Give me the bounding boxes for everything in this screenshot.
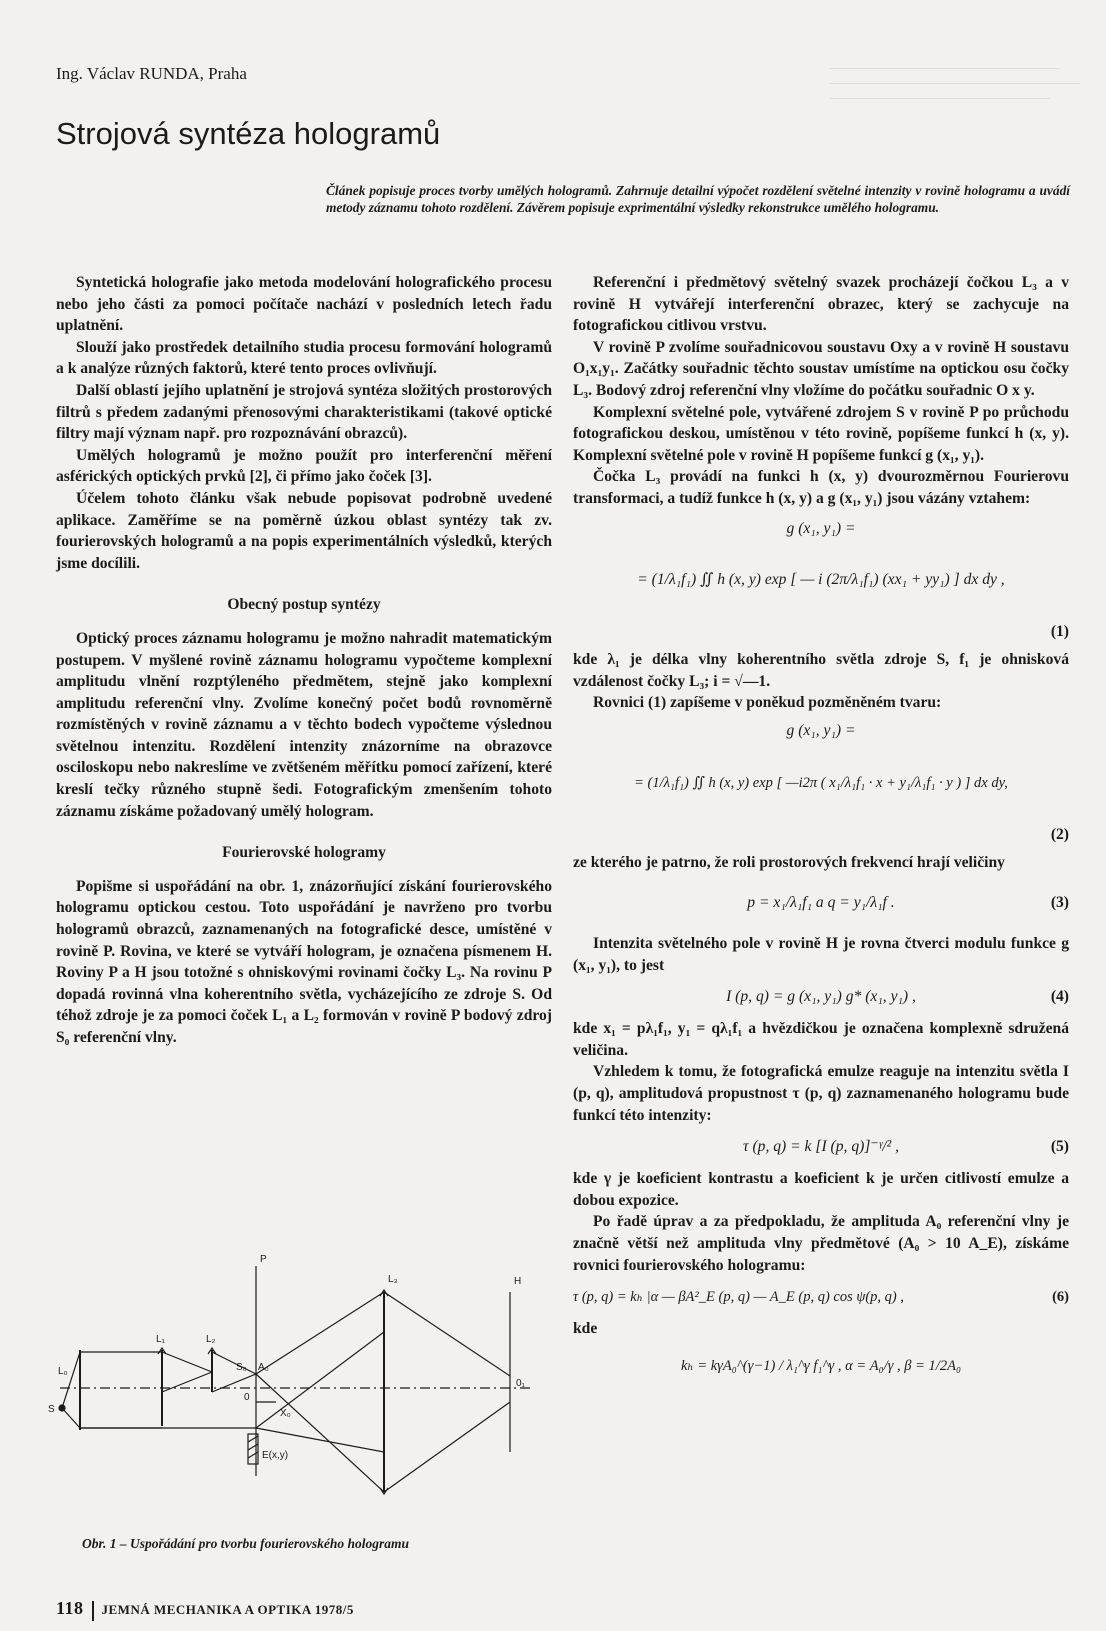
beam-ray bbox=[212, 1352, 256, 1374]
paragraph: kde λ₁ je délka vlny koherentního světla zdroje S, f₁ je ohnisková vzdálenost čočky L₃; i = √—1. bbox=[573, 651, 1069, 690]
equation-4 bbox=[573, 982, 1069, 1012]
section-heading: Fourierovské hologramy bbox=[222, 844, 386, 862]
journal-name: JEMNÁ MECHANIKA A OPTIKA 1978/5 bbox=[101, 1602, 354, 1617]
beam-ray bbox=[256, 1428, 384, 1452]
equation-5 bbox=[573, 1132, 1069, 1162]
paragraph: ze kterého je patrno, že roli prostorových frekvencí hrají veličiny bbox=[573, 853, 1005, 871]
paragraph: Čočka L₃ provádí na funkci h (x, y) dvourozměrnou Fourierovu transformaci, a tudíž funkce h (x, y) a g (x₁, y₁) jsou vázány vztahem: bbox=[573, 468, 1069, 507]
equation-number-6: (6) bbox=[1052, 1289, 1069, 1306]
paragraph: V rovině P zvolíme souřadnicovou soustavu Oxy a v rovině H soustavu O₁x₁y₁. Začátky souřadnic těchto soustav umístíme na optickou osu čočky L₃. Bodový zdroj referenční vlny vložíme do počátku souřadnic O x y. bbox=[573, 338, 1069, 399]
label-p: P bbox=[260, 1254, 267, 1265]
beam-ray bbox=[384, 1402, 510, 1492]
beam-ray bbox=[256, 1332, 384, 1428]
optical-setup-diagram bbox=[40, 1252, 560, 1518]
label-a0: A₀ bbox=[258, 1362, 269, 1373]
beam-ray bbox=[256, 1292, 384, 1374]
equation-number-1: (1) bbox=[1050, 623, 1069, 641]
equation-1-lhs bbox=[573, 518, 1069, 540]
equation-7 bbox=[573, 1346, 1069, 1386]
equation-2 bbox=[573, 748, 1069, 818]
paragraph: Syntetická holografie jako metoda modelování holografického procesu nebo jeho části za pomoci počítače nachází v posledních letech řadu uplatnění. bbox=[56, 274, 552, 335]
author: Ing. Václav RUNDA, Praha bbox=[56, 64, 247, 83]
equation-number bbox=[573, 621, 1069, 643]
article-title: Strojová syntéza hologramů bbox=[56, 116, 441, 151]
paragraph: Popišme si uspořádání na obr. 1, znázorňující získání fourierovského hologramu optickou cestou. Toto uspořádání je navrženo pro tvorbu hologramů obrazců, zaznamenaných na fotografické desce, umístěné v rovině P. Rovina, ve které se vytváří hologram, je označena písmenem H. Roviny P a H jsou totožné s ohniskovými rovinami čočky L₃. Na rovinu P dopadá rovinná vlna koherentního světla, vycházejícího ze zdroje S. Od téhož zdroje je za pomoci čoček L₁ a L₂ formován v rovině P bodový zdroj S₀ referenční vlny. bbox=[56, 877, 552, 1046]
equation-text: τ (p, q) = k [I (p, q)]⁻ᵞ/² , bbox=[742, 1138, 900, 1156]
label-x0: X₀ bbox=[280, 1408, 291, 1419]
paragraph: Rovnici (1) zapíšeme v poněkud pozměněném tvaru: bbox=[593, 694, 942, 712]
beam-ray bbox=[212, 1374, 256, 1392]
equation-text: kₕ = kγA₀^(γ−1) / λ₁^γ f₁^γ , α = A₀/γ , β = 1/2A₀ bbox=[681, 1357, 961, 1374]
section-heading: Obecný postup syntézy bbox=[227, 596, 381, 614]
beam-ray bbox=[162, 1352, 212, 1372]
page-footer bbox=[56, 1598, 354, 1621]
equation-text: g (x₁, y₁) = bbox=[786, 721, 856, 739]
paragraph: kde bbox=[573, 1320, 598, 1338]
equation-6 bbox=[573, 1282, 1069, 1312]
label-h: H bbox=[514, 1276, 522, 1287]
equation-text: τ (p, q) = kₕ |α — βA²_E (p, q) — A_E (p, q) cos ψ(p, q) , bbox=[573, 1289, 905, 1306]
paragraph: Optický proces záznamu hologramu je možno nahradit matematickým postupem. V myšlené rovině záznamu hologramu vypočteme komplexní amplitudu vlnění rozptýleného předmětem, stejně jako komplexní amplitudu referenční vlny. Zvolíme konečný počet bodů rovnoměrně rozmístěných v rovině záznamu a v těchto bodech vypočteme výslednou světelnou intenzitu. Rozdělení intenzity znázorníme na obrazovce osciloskopu nebo nakreslíme ve zvětšeném měřítku pomocí zařízení, které kreslí tečky různého stupně šedi. Fotografickým zmenšením tohoto záznamu získáme požadovaný umělý hologram. bbox=[56, 629, 552, 820]
equation-text: p = x₁/λ₁f₁ a q = y₁/λ₁f . bbox=[747, 894, 895, 912]
equation-number-5: (5) bbox=[1050, 1138, 1069, 1156]
footer-divider bbox=[92, 1601, 94, 1621]
beam-ray bbox=[62, 1352, 80, 1408]
equation-number-2: (2) bbox=[1050, 825, 1069, 843]
equation-1 bbox=[573, 545, 1069, 615]
label-o1: 0₁ bbox=[516, 1378, 525, 1389]
label-e: E(x,y) bbox=[262, 1450, 289, 1461]
page-number: 118 bbox=[56, 1598, 84, 1618]
label-s0: S₀ bbox=[236, 1362, 247, 1373]
show-through-numeral bbox=[540, 90, 563, 193]
left-column bbox=[56, 272, 552, 1049]
label-origin: 0 bbox=[244, 1392, 250, 1403]
paragraph: kde x₁ = pλ₁f₁, y₁ = qλ₁f₁ a hvězdičkou je označena komplexně sdružená veličina. bbox=[573, 1020, 1069, 1059]
label-l1: L₁ bbox=[156, 1334, 165, 1345]
equation-number-4: (4) bbox=[1050, 988, 1069, 1006]
equation-3 bbox=[573, 879, 1069, 927]
beam-ray bbox=[62, 1408, 80, 1428]
paragraph: Účelem tohoto článku však nebude popisovat podrobně uvedené aplikace. Zaměříme se na poměrně úzkou oblast syntézy tak zv. fourierovských hologramů a na popis experimentálních výsledků, kterých jsme docílili. bbox=[56, 489, 552, 572]
paragraph: Umělých hologramů je možno použít pro interferenční měření asférických optických prvků [2], či přímo jako čoček [3]. bbox=[56, 446, 552, 486]
equation-number-3: (3) bbox=[1050, 894, 1069, 912]
paragraph: Vzhledem k tomu, že fotografická emulze reaguje na intenzitu světla I (p, q), amplitudová propustnost τ (p, q) zaznamenaného hologramu bude funkcí této intenzity: bbox=[573, 1063, 1069, 1124]
paragraph: Komplexní světelné pole, vytvářené zdrojem S v rovině P po průchodu fotografickou deskou, umístěnou v této rovině, popíšeme funkcí h (x, y). Komplexní světelné pole v rovině H popíšeme funkcí g (x₁, y₁). bbox=[573, 403, 1069, 464]
equation-text: g (x₁, y₁) = bbox=[786, 519, 856, 537]
equation-2-lhs bbox=[573, 720, 1069, 742]
figure-caption: Obr. 1 – Uspořádání pro tvorbu fourierovského hologramu bbox=[82, 1536, 410, 1551]
equation-text: I (p, q) = g (x₁, y₁) g* (x₁, y₁) , bbox=[726, 988, 916, 1006]
show-through bbox=[830, 60, 1080, 113]
paragraph: kde γ je koeficient kontrastu a koeficient k je určen citlivostí emulze a dobou expozice. bbox=[573, 1170, 1069, 1209]
label-l2: L₂ bbox=[206, 1334, 216, 1345]
equation-text: = (1/λ₁f₁) ∬ h (x, y) exp [ —i2π ( x₁/λ₁f₁ · x + y₁/λ₁f₁ · y ) ] dx dy, bbox=[634, 774, 1008, 791]
beam-ray bbox=[256, 1374, 384, 1492]
label-l0: L₀ bbox=[58, 1366, 68, 1377]
right-column bbox=[573, 272, 1069, 1392]
paragraph: Po řadě úprav a za předpokladu, že amplituda A₀ referenční vlny je značně větší než amplituda vlny předmětové (A₀ > 10 A_E), získáme rovnici fourierovského hologramu: bbox=[573, 1213, 1069, 1274]
beam-ray bbox=[162, 1372, 212, 1392]
beam-ray bbox=[384, 1292, 510, 1376]
abstract: Článek popisuje proces tvorby umělých hologramů. Zahrnuje detailní výpočet rozdělení světelné intenzity v rovině hologramu a uvádí metody záznamu tohoto rozdělení. Závěrem popisuje exprimentální výsledky rekonstrukce umělého hologramu. bbox=[326, 183, 1070, 215]
label-l3: L₃ bbox=[388, 1274, 398, 1285]
paragraph: Další oblastí jejího uplatnění je strojová syntéza složitých prostorových filtrů s předem zadanými přenosovými charakteristikami (takové optické filtry mají význam např. pro rozpoznávání obrazců). bbox=[56, 381, 552, 443]
paragraph: Intenzita světelného pole v rovině H je rovna čtverci modulu funkce g (x₁, y₁), to jest bbox=[573, 935, 1069, 974]
paragraph: Referenční i předmětový světelný svazek procházejí čočkou L₃ a v rovině H vytvářejí interferenční obrazec, který se zachycuje na fotografickou citlivou vrstvu. bbox=[573, 274, 1069, 335]
label-s: S bbox=[48, 1404, 55, 1415]
paragraph: Slouží jako prostředek detailního studia procesu formování hologramů a k analýze různých faktorů, které tento proces ovlivňují. bbox=[56, 338, 552, 378]
equation-number bbox=[573, 824, 1069, 846]
equation-text: = (1/λ₁f₁) ∬ h (x, y) exp [ — i (2π/λ₁f₁) (xx₁ + yy₁) ] dx dy , bbox=[637, 571, 1005, 589]
